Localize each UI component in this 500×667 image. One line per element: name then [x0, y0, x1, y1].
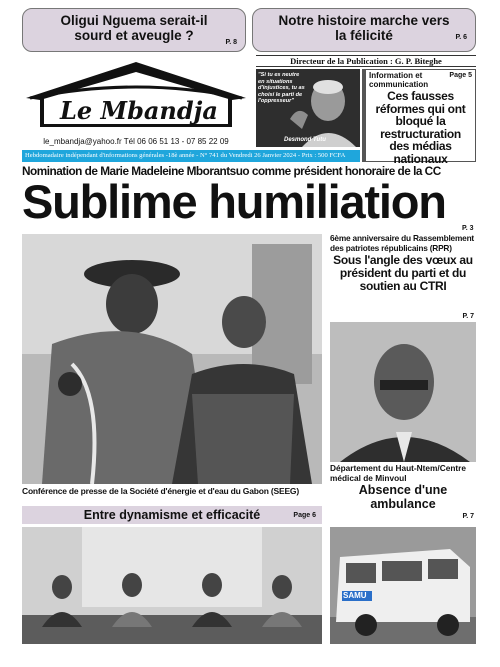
- seeg-headline-bar[interactable]: [22, 506, 322, 524]
- director-line: Directeur de la Publication : G. P. Biteghe: [256, 55, 476, 67]
- masthead-logo: [22, 58, 250, 136]
- main-headline[interactable]: Sublime humiliation: [22, 175, 446, 228]
- conference-photo-icon: [22, 527, 322, 644]
- haut-ntem-story[interactable]: [330, 464, 476, 526]
- press-conference-photo: [22, 527, 322, 644]
- tagline-text: Hebdomadaire indépendant d'informations générales -18è année -: [25, 152, 199, 159]
- teaser-oligui[interactable]: [22, 8, 246, 52]
- logo-text: Le Mbandja: [60, 96, 218, 125]
- seeg-kicker: Conférence de presse de la Société d'énergie et d'eau du Gabon (SEEG): [22, 486, 299, 496]
- teaser-oligui-page: P. 8: [225, 39, 237, 46]
- ambulance-icon: [330, 527, 476, 644]
- price: 500 FCFA: [317, 152, 346, 159]
- issue-info: N° 741 du Vendredi 26 Janvier 2024 - Prix :: [199, 152, 317, 159]
- masthead-contact: le_mbandja@yahoo.fr Tél 06 06 51 13 - 07 85 22 09: [43, 137, 229, 146]
- main-photo: [22, 234, 322, 484]
- teaser-histoire[interactable]: [252, 8, 476, 52]
- teaser-oligui-headline: Oligui Nguema serait-il sourd et aveugle ?: [60, 13, 208, 43]
- portrait-icon: [330, 322, 476, 462]
- tutu-quote: "Si tu es neutre en situations d'injustices, tu as choisi le parti de l'oppresseur": [258, 72, 305, 104]
- rpr-kicker: 6ème anniversaire du Rassemblement des patriotes républicains (RPR): [330, 233, 474, 253]
- rpr-headline: Sous l'angle des vœux au président du parti et du soutien au CTRI: [333, 253, 473, 293]
- tagline-band: [22, 150, 360, 162]
- haut-ntem-headline: Absence d'une ambulance: [358, 483, 448, 511]
- ambulance-samu-label: SAMU: [343, 591, 367, 600]
- seeg-headline: Entre dynamisme et efficacité: [83, 508, 261, 522]
- main-overline: Nomination de Marie Madeleine Mborantsuo comme président honoraire de la CC: [22, 164, 441, 178]
- tutu-photo: [256, 69, 360, 147]
- info-page: Page 5: [449, 72, 472, 79]
- rpr-story[interactable]: [330, 234, 476, 320]
- info-kicker: Information et communication: [369, 71, 429, 89]
- ambulance-photo: [330, 527, 476, 644]
- info-headline: Ces fausses réformes qui ont bloqué la restructuration des médias nationaux: [375, 89, 466, 166]
- haut-ntem-page: P. 7: [462, 513, 474, 520]
- rpr-page: P. 7: [462, 313, 474, 320]
- teaser-histoire-page: P. 6: [455, 34, 467, 41]
- teaser-histoire-headline: Notre histoire marche vers la félicité: [278, 13, 450, 43]
- info-box[interactable]: [362, 69, 476, 166]
- main-page: P. 3: [462, 225, 474, 232]
- tutu-name: Desmond Tutu: [284, 137, 326, 143]
- official-photo: [330, 322, 476, 462]
- haut-ntem-kicker: Département du Haut-Ntem/Centre médical de Minvoul: [330, 463, 466, 483]
- seeg-page: Page 6: [293, 512, 316, 519]
- ceremony-photo-icon: [22, 234, 322, 484]
